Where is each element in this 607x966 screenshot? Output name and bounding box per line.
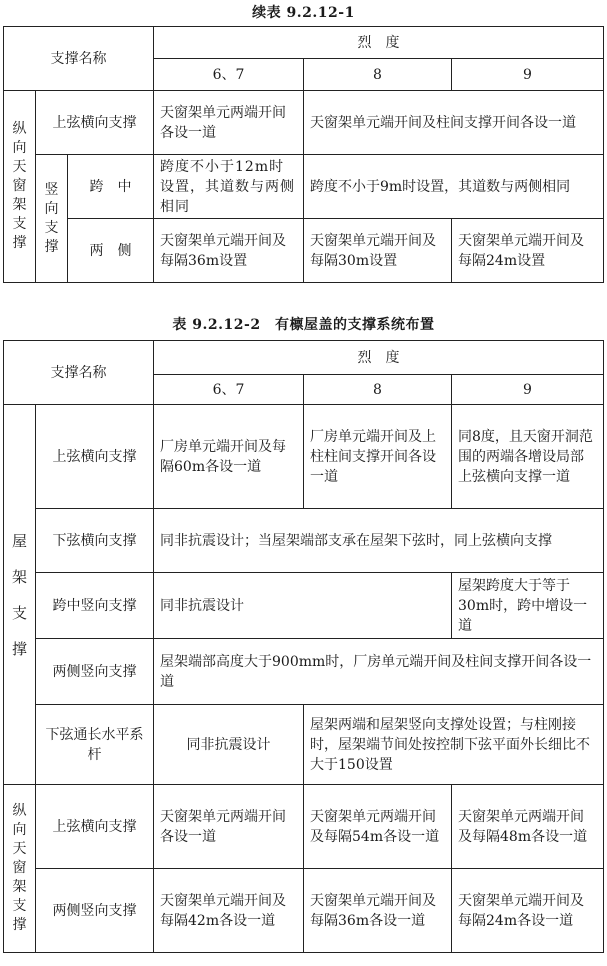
t2-header-level-8: 8 xyxy=(304,375,452,405)
row-label-two-sides: 两 侧 xyxy=(68,219,154,283)
t2-cell-mid-span-678: 同非抗震设计 xyxy=(154,573,452,639)
t2-cell-lower-tie-89: 屋架两端和屋架竖向支撑处设置；与柱刚接时，屋架端节间处按控制下弦平面外长细比不大于150设置 xyxy=(304,705,604,785)
t2-cell-sky-upper-67: 天窗架单元两端开间各设一道 xyxy=(154,785,304,869)
header-support-name: 支撑名称 xyxy=(4,27,154,91)
cell-two-sides-8: 天窗架单元端开间及每隔30m设置 xyxy=(304,219,452,283)
t2-row-label-upper-chord: 上弦横向支撑 xyxy=(36,405,154,509)
t2-cell-lower-chord-all: 同非抗震设计；当屋架端部支承在屋架下弦时，同上弦横向支撑 xyxy=(154,509,604,573)
t2-header-level-9: 9 xyxy=(452,375,604,405)
sublabel-text: 竖 向 支 撑 xyxy=(44,181,59,255)
group-label-skylight-bracing-t2 xyxy=(4,785,36,953)
t2-cell-sky-upper-9: 天窗架单元两端开间及每隔48m各设一道 xyxy=(452,785,604,869)
cell-upper-chord-67: 天窗架单元两端开间各设一道 xyxy=(154,91,304,155)
t2-cell-lower-tie-67: 同非抗震设计 xyxy=(154,705,304,785)
t2-cell-upper-chord-67: 厂房单元端开间及每隔60m各设一道 xyxy=(154,405,304,509)
t2-cell-upper-chord-9: 同8度，且天窗开洞范围的两端各增设局部上弦横向支撑一道 xyxy=(452,405,604,509)
t2-header-intensity: 烈 度 xyxy=(154,341,604,375)
t2-row-label-lower-chord: 下弦横向支撑 xyxy=(36,509,154,573)
t2-cell-sky-side-8: 天窗架单元端开间及每隔36m各设一道 xyxy=(304,869,452,953)
group-label-roof-truss-bracing xyxy=(4,405,36,785)
header-level-9: 9 xyxy=(452,59,604,91)
group-label-text: 纵 向 天 窗 架 支 撑 xyxy=(12,121,27,251)
row-label-mid-span: 跨 中 xyxy=(68,155,154,219)
t2-cell-sky-upper-8: 天窗架单元两端开间及每隔54m各设一道 xyxy=(304,785,452,869)
cell-mid-span-89: 跨度不小于9m时设置，其道数与两侧相同 xyxy=(304,155,604,219)
table-purlin-roof-bracing xyxy=(3,340,604,953)
table2-caption: 表 9.2.12-2 有檩屋盖的支撑系统布置 xyxy=(172,317,435,333)
t2-cell-side-vertical-all: 屋架端部高度大于900mm时，厂房单元端开间及柱间支撑开间各设一道 xyxy=(154,639,604,705)
header-level-8: 8 xyxy=(304,59,452,91)
sublabel-vertical-bracing xyxy=(36,155,68,283)
header-level-67: 6、7 xyxy=(154,59,304,91)
t2-row-label-sky-side-vertical: 两侧竖向支撑 xyxy=(36,869,154,953)
t2-cell-sky-side-9: 天窗架单元端开间及每隔24m各设一道 xyxy=(452,869,604,953)
t2-row-label-lower-tie: 下弦通长水平系杆 xyxy=(36,705,154,785)
t2-cell-sky-side-67: 天窗架单元端开间及每隔42m各设一道 xyxy=(154,869,304,953)
t2-row-label-sky-upper-chord: 上弦横向支撑 xyxy=(36,785,154,869)
t2-cell-upper-chord-8: 厂房单元端开间及上柱柱间支撑开间各设一道 xyxy=(304,405,452,509)
cell-upper-chord-89: 天窗架单元端开间及柱间支撑开间各设一道 xyxy=(304,91,604,155)
table1-caption: 续表 9.2.12-1 xyxy=(252,5,355,21)
t2-row-label-side-vertical: 两侧竖向支撑 xyxy=(36,639,154,705)
skylight-group-text: 纵 向 天 窗 架 支 撑 xyxy=(12,803,27,933)
cell-two-sides-67: 天窗架单元端开间及每隔36m设置 xyxy=(154,219,304,283)
group-label-skylight-bracing xyxy=(4,91,36,283)
roof-group-text: 屋 架 支 撑 xyxy=(11,531,27,658)
t2-header-level-67: 6、7 xyxy=(154,375,304,405)
t2-cell-mid-span-9: 屋架跨度大于等于30m时，跨中增设一道 xyxy=(452,573,604,639)
row-label-upper-chord: 上弦横向支撑 xyxy=(36,91,154,155)
header-intensity: 烈 度 xyxy=(154,27,604,59)
t2-header-support-name: 支撑名称 xyxy=(4,341,154,405)
table-skylight-bracing-continued xyxy=(3,26,604,283)
t2-row-label-mid-span-vertical: 跨中竖向支撑 xyxy=(36,573,154,639)
cell-mid-span-67: 跨度不小于12m时设置，其道数与两侧相同 xyxy=(154,155,304,219)
cell-two-sides-9: 天窗架单元端开间及每隔24m设置 xyxy=(452,219,604,283)
